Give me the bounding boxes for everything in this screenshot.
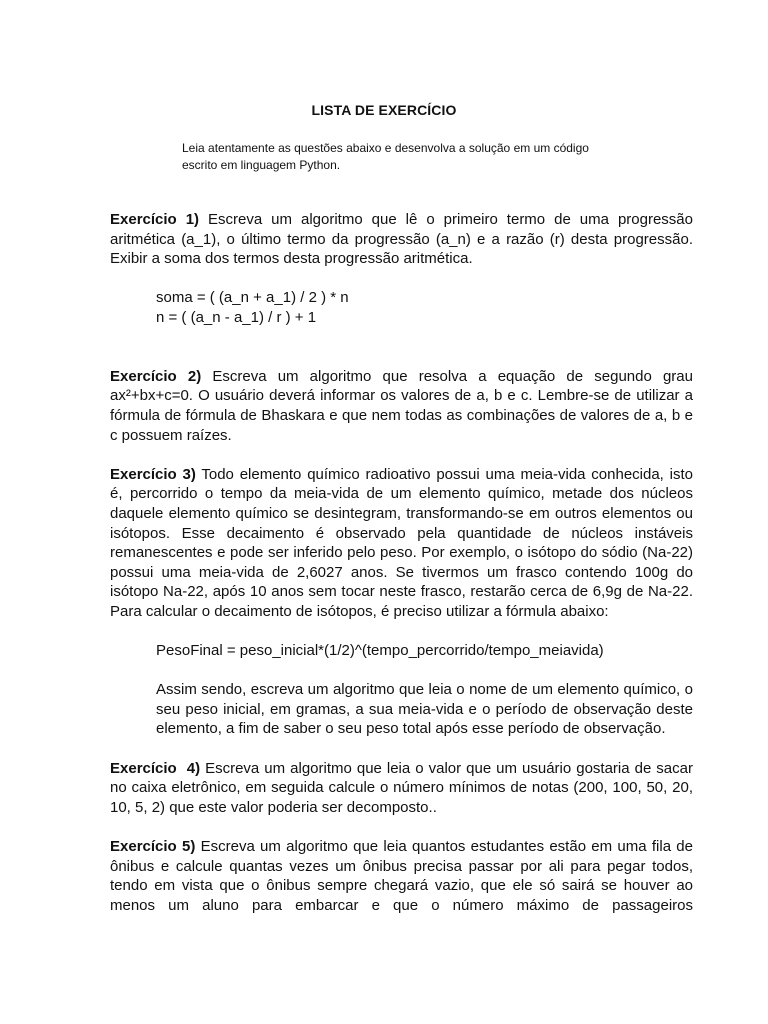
exercise-2 [110, 367, 693, 445]
exercise-text: Escreva um algoritmo que resolva a equação de segundo grau ax²+bx+c=0. O usuário deverá informar os valores de a, b e c. Lembre-se de utilizar a fórmula de fórmula de Bhaskara e que nem todas as combinações de valores de a, b e c possuem raízes. [110, 367, 693, 444]
exercise-text: Todo elemento químico radioativo possui uma meia-vida conhecida, isto é, percorrido o tempo da meia-vida de um elemento químico, metade dos núcleos daquele elemento químico se desintegram, transformando-se em outros elementos ou isótopos. Esse decaimento é observado pela quantidade de núcleos instáveis remanescentes e pode ser inferido pelo peso. Por exemplo, o isótopo do sódio (Na-22) possui uma meia-vida de 2,6027 anos. Se tivermos um frasco contendo 100g do isótopo Na-22, após 10 anos sem tocar neste frasco, restarão cerca de 6,9g de Na-22. Para calcular o decaimento de isótopos, é preciso utilizar a fórmula abaixo: [110, 465, 693, 620]
exercise-label: Exercício 4) [110, 759, 201, 777]
exercise-4 [110, 759, 693, 818]
page-title: LISTA DE EXERCÍCIO [311, 102, 457, 118]
exercise-label: Exercício 3) [110, 465, 196, 483]
exercise-5 [110, 837, 693, 915]
exercise-text: Escreva um algoritmo que leia quantos estudantes estão em uma fila de ônibus e calcule quantas vezes um ônibus precisa passar por ali para pegar todos, tendo em vista que o ônibus sempre chegará vazio, que ele só sairá se houver ao menos um aluno para embarcar e que o número máximo de passageiros [110, 838, 693, 914]
exercise-text: Escreva um algoritmo que lê o primeiro termo de uma progressão aritmética (a_1), o último termo da progressão (a_n) e a razão (r) desta progressão. Exibir a soma dos termos desta progressão aritmética. [110, 211, 693, 268]
formula-line: soma = ( (a_n + a_1) / 2 ) * n [156, 289, 349, 307]
intro-line: Leia atentamente as questões abaixo e desenvolva a solução em um código [182, 141, 589, 155]
exercise-1-formulas [156, 288, 693, 327]
exercise-label: Exercício 1) [110, 211, 200, 228]
exercise-1 [110, 210, 693, 269]
intro-text [182, 140, 642, 174]
exercise-label: Exercício 2) [110, 367, 202, 385]
exercise-label: Exercício 5) [110, 838, 196, 855]
formula-line: PesoFinal = peso_inicial*(1/2)^(tempo_percorrido/tempo_meiavida) [156, 642, 604, 660]
document-body [110, 210, 693, 935]
exercise-3-formula [156, 641, 693, 661]
intro-line: escrito em linguagem Python. [182, 158, 341, 172]
exercise-text: Escreva um algoritmo que leia o valor que um usuário gostaria de sacar no caixa eletrônico, em seguida calcule o número mínimos de notas (200, 100, 50, 20, 10, 5, 2) que este valor poderia ser decomposto.. [110, 759, 693, 816]
exercise-3 [110, 465, 693, 622]
formula-line: n = ( (a_n - a_1) / r ) + 1 [156, 308, 317, 326]
exercise-3-followup: Assim sendo, escreva um algoritmo que leia o nome de um elemento químico, o seu peso inicial, em gramas, a sua meia-vida e o período de observação deste elemento, a fim de saber o seu peso total após esse período de observação. [156, 681, 693, 738]
